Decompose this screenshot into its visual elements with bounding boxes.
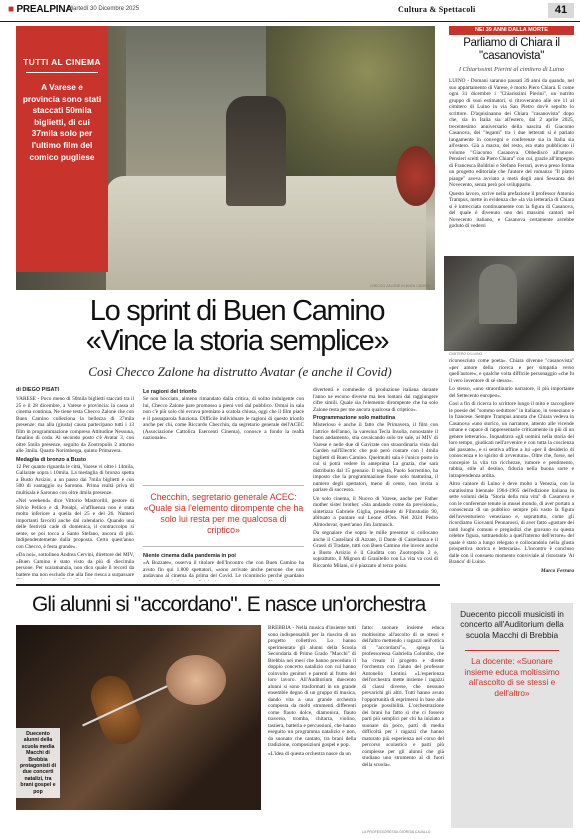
main-column-3	[313, 387, 438, 579]
luino-kicker: NEI 39 ANNI DALLA MORTE	[449, 26, 574, 35]
bottom-column-2	[362, 625, 444, 830]
paragraph: fatto: suonare insieme educa moltissimo all'ascolto di se stessi e dell'altro mettendo i ragazzi nell'ottica di "accordarsi"», spiega la professoressa Gabriella Colombo, che ha creato il progetto e dirette l'orchestra con l'aiuto del professor Antonello Lentini. «L'esperienza dell'orchestra mette insieme i ragazzi di classi diverse, che nessuno prevarichi gli altri. Tutti hanno avuto l'opportunità di esprimersi in base alle proprie possibilità. L'orchestrazione dei brani ha fatto sì che ci fossero parti più semplici per chi ha iniziato a suonare da poco, parti di media difficoltà per i ragazzi che hanno maturato più esperienza nel corso del percorso scolastico e parti più complesse per gli alunni che già studiano uno strumento al di fuori della scuola».	[362, 625, 444, 768]
paragraph: Un solo cinema, il Nuovo di Varese, anche per Father mother sister brother. «Sta andando come da previsioni», sintetizza Gabriele Giglia, presidente di Filmstudio 90, abituato a puntare sul Leone d'Oro. Nel 2024 Pedro Almodovar, quest'anno Jim Jarmusch.	[313, 495, 438, 528]
sidebar-rule	[26, 72, 98, 73]
paragraph: Altro cantore di Luino è deve molto a Venezia, con la curatissima biennale 1964-1965 dell'edizione italiana in sette volumi della "Storia della mia vita" di Casanova e con le conferenze tenute in musei mondo, di aver portato a conoscenza di un pubblico sempre più vasto la figura dell'avventuriero veneziano e, soprattutto, come gli ricordiamo Giovanni Pennarossi, di aver fatto «gustare dei tanti luoghi comuni e pregiudizi che gravano su questa celebre figura, sottraendolo a quell'interno dell'errore» del quale è stato a lungo relegato e collocandolo nella giusta prospettiva storica e letteraria». L'incontro è concluso dalle con il consueto momento conviviale al ristorante 'Al Branco' di Luino.	[449, 481, 574, 565]
luino-photo	[444, 256, 574, 351]
bottom-photo-credit: LA PROFESSORESSA GIORGIA CAVALLO	[362, 830, 431, 834]
side-rule	[465, 650, 559, 651]
pull-quote: Checchin, segretario generale ACEC: «Quale sia l'elemento dirompente che ha solo lui resta per me qualcosa di criptico»	[143, 492, 304, 535]
luino-headline: Parliamo di Chiara il "casanovista"	[463, 37, 560, 62]
bottom-column-1	[268, 625, 356, 830]
newspaper-logo	[8, 4, 72, 15]
bottom-headline: Gli alunni si "accordano". E nasce un'orchestra	[32, 593, 426, 616]
paragraph: Misterioso è anche il fatto che Primavera, il film con l'attrice dell'anno, la varesina Tecla Insolia, nonostante il buon andamento, stia cavalcando solo tre sale, al MIV di Varese e nelle due di Gavirate con straordinaria vista dal Garden sull'Electric che può però contare con l 4mila biglietti di Buen Camino. Quelmulti sala è l'unico posto in cui si potrà vedere in anteprima La grazia, che sarà distribuito dal 15 gennaio. Il regista, Paolo Sorrentino, ha imposto che la programmazione fosse solo mattutina, il numero degli spettatori, meno di cento, non invita a parlare di successo.	[313, 422, 438, 493]
main-headline-line1: Lo sprint di Buen Camino	[89, 295, 385, 327]
subhead: Niente cinema dalla pandemia in poi	[143, 553, 236, 559]
photo-hand	[166, 655, 226, 705]
byline: di DIEGO PISATI	[16, 387, 59, 393]
luino-photo-credit: CIMITERO DI LUINO	[449, 352, 483, 356]
subhead: Le ragioni del trionfo	[143, 389, 197, 395]
sidebar-box	[16, 26, 108, 272]
paragraph: Così a fin di ricerca lo scrittore lungo il mito e raccogliere le poesie del "sommo seduttore" in italiano, in veneziano e in francese. Sempre Trampus annota che Chiara vedeva in Casanova «uno storico, un narratore, attento alle vicende umane e capace di rappresentarle criticamente in più di un genere letterario». Inquadrava «gli uomini nella storia del loro tempo, giudicati nell'avvenire e con tutta la coscienza del passato», e si sentiva affine a lui «per il desiderio di conoscenza e lo spirito di avventura». Oltre che, forse, nel concepire la vita tra ricchezze, rumore e pentimento, rabbia, stile al destino, fiducia nella buona sorte e intraprendenza ardita.	[449, 401, 574, 479]
luino-subtitle: I Chiarissimi Pierini al cimitero di Luino	[458, 66, 565, 73]
paragraph: «Nel weekend» dice Vittorio Mastrorilli, gestore di Silvio Pellico e di Prealpi, «l'affluenza non è stata molto inferiore a quella del 25 e del 26. Numeri importanti favoriti anche dal calendario. Quando una delle festività cade di domenica, il contraccolpo si sente, se poi tocca a Santo Stefano, ancora di più. Indipendentemente dalla proposta. Certo quest'anno con Checco, è festa grande».	[16, 498, 134, 550]
paragraph: Da segnalare che sopra le mille presenze si collocano anche il Castellani di Azzate, il Dante di Castellanza e il Grassi di Tradate, tutti con Buen Camino che invece anche a Busto Arsizio è il Giuditta con Zootropolis 2 e, soprattutto, il Mignon di Granitello con La vita va così di Riccardo Milani, si è piazzato al terzo posto.	[313, 530, 438, 569]
subhead: Medaglia di bronzo a Busto	[16, 456, 87, 463]
paragraph: riconosciuto come poeta». Chiara divenne "casanovista" «per amore della ricerca e per simpatia verso quell'autore», e qualche volta difficile personaggio «che fu il vero inventore di sé stesso».	[449, 358, 574, 384]
logo-mark: ■	[8, 4, 14, 15]
sidebar-heading: TUTTI AL CINEMA	[23, 57, 101, 67]
photo-caption: Duecento alunni della scuola media Macchi di Brebbia protagonisti di due concerti natalizi, tra brani gospel e pop	[16, 728, 60, 798]
paragraph: «A Bozzate», osserva il titolare dell'Incontro che con Buen Camino ha avuto fin qui 1.800 spettatori, «sono arrivate anche persone che non andavano al cinema da prima del Covid. Le ricomincio perché guardano	[143, 560, 304, 579]
paragraph: Lo stesso, «uno straordinario narratore, il più importante del Settecento europeo».	[449, 386, 574, 399]
paragraph: 12 Per quanto riguarda le città, Varese vi oltre i 14mila, Gallarate sopra i 10mila. La medaglia di bronzo spetta a Busto Arsizio, a un passo dai 7mila biglietti e con 500 di vantaggio su Saronno. Prima realtà priva di multisala è Saronno con oltre 4mila presenze.	[16, 463, 134, 496]
paragraph: «L'idea di questa orchestra nasce da un	[268, 750, 351, 757]
main-subheadline: Così Checco Zalone ha distrutto Avatar (e anche il Covid)	[88, 364, 392, 379]
paragraph: «Da noi», sottolinea Andrea Cervini, direttore del MIV, «Buen Camino è stato visto da più di diecimila persone. Per scaramanzia, non dico quale il record da battere ma non escludo che alla fine riesca a surpassare	[16, 552, 134, 578]
page-header	[0, 0, 580, 22]
main-column-1	[16, 387, 134, 579]
subhead: Programmazione solo mattutina	[313, 415, 396, 421]
paragraph: LUINO - Domani saranno passati 39 anni da quando, nel suo appartamento di Varese, è morto Piero Chiara. E come ogni 31 dicembre i "Chiarissimi Pierini", un nutrito gruppo di suoi estimatori, si ritroveranno alle ore 11 al cimitero di Luino in via San Pietro dov'è sepolto lo scrittore. D'aquisinanno dei Chiara "casanovista" dopo che, sia in Italia sia all'estero, dal 2 aprile 2025, trecentesimo anniversario della nascita di Giacomo Casanova, dei "legami" tra i due letterati si è parlato lungamente in convegni e conferenze sia in Italia sia all'estero. Già a marzo, del resto, era stato pubblicato il volume "Giacomo Casanova. Obbediscò all'amore. Pensieri scelti da Piero Chiara" con cui, grazie all'impegno di Francesca Boldrini e Stefano Ferrari, aveva preso forma un progetto editoriale che l'autore del romanzo "Il piatto piange" aveva avviato a metà degli anni Sessanta del Novecento, senza però poi svilupparlo.	[449, 78, 574, 188]
main-headline-line2: «Vince la storia semplice»	[85, 325, 389, 357]
main-headline	[32, 296, 442, 356]
pull-quote-box	[143, 485, 304, 547]
side-summary: Duecento piccoli musicisti in concerto all'Auditorium della scuola Macchi di Brebbia	[460, 609, 564, 640]
paragraph: BREBBIA - Nella musica d'insieme tutti sono indispensabili per la riuscita di un progetto collettivo. Lo hanno sperimentato gli alunni della Scuola Secondaria di Primo Grado "Macchi" di Brebbia nei mesi che hanno preceduto il doppio concerto natalizio con cui hanno coinvolto genitori e parenti al frutto del loro lavoro. All'Auditorium duecento alunni si sono trasformati in un grande ensemble degno di un gruppo di musica, dando vita a una grande orchestra composta da molti strumenti differenti come flauto dolce, diamonica, flauto traverso, tromba, chitarra, violino, tastiera, batteria e percussioni, che hanno eseguito un programma natalizio e non, da suonato che cantato, tra brani della tradizione, composizioni gospel e pop.	[268, 625, 356, 748]
main-column-2-top	[143, 387, 304, 483]
photo-gravestone	[479, 264, 517, 324]
paragraph: VARESE - Poco meno di 50mila biglietti staccati tra il 25 e il 28 dicembre, a Varese e provincia: la cassa al cinema continua. Ne tiene testa Checco Zalone che con Buen Camino colleziona la bellezza di 37mila presenze: ma alla (giusta) causa partecipano tutti i 13 film in programmazione compreso Attitudine Nessuna, fanalino di coda. Al secondo posto c'è Avatar 3, con oltre 5mila presenze, seguito da Zootropolis 2 attorno alle 3mila. Quarto Norimberga, quinto Primavera.	[16, 396, 134, 454]
hero-photo-credit: CHECCO ZALONE IN BUEN CAMINO	[370, 284, 431, 288]
issue-date: Martedì 30 Dicembre 2025	[68, 6, 140, 12]
page-number: 41	[548, 3, 574, 18]
section-title: Cultura & Spettacoli	[398, 5, 476, 14]
photo-flowers	[396, 146, 435, 206]
luino-text-top	[449, 78, 574, 252]
paragraph: divertenti e commedie di produzione italiana durante l'anno ne escono diverse ma ben lontani dal raggiungere cifre simili. Quale sia l'elemento dirompente che ha solo Zalone resta per me ancora qualcosa di criptico».	[313, 387, 438, 413]
bottom-side-box	[451, 603, 573, 828]
section-divider	[16, 584, 440, 586]
sidebar-body: A Varese e provincia sono stati staccati 50mila biglietti, di cui 37mila solo per l'ultimo film del comico pugliese	[22, 82, 102, 162]
main-column-2-bottom	[143, 551, 304, 581]
paragraph: Se non bocciato, almeno rimandato dalla critica, di solito indulgente con lui, Checco Zalone pare promosso a pieni voti dal pubblico. Ormai in sala non c'è più solo chi evrava premiato a scatola chiusa, oggi che il film piace e il passaparola funziona. Difficile individuare le ragioni di questo trionfo anche per chi, come Riccardo Checchin, da segretario generale dell'ACEC (Associazione Cattolica Esercenti Cinema), conosce a fondo la realtà nazionale».	[143, 396, 304, 441]
paragraph: Questo lavoro, scrive nella prefazione il professor Antonio Trampus, mette in evidenza che «la via letteraria di Chiara si è intrecciata continuamente con la figura di Casanova, del quale è divenuto uno dei massimi cantori nel Novecento italiano, e Casanova certamente avrebbe goduto di vedersi	[449, 190, 574, 229]
side-quote: La docente: «Suonare insieme educa moltissimo all'ascolto di se stessi e dell'altro»	[464, 656, 560, 698]
logo-text: PREALPINA	[16, 4, 73, 15]
author: Marco Ferrara	[540, 567, 574, 574]
photo-person	[226, 96, 286, 206]
luino-text-bottom	[449, 358, 574, 577]
